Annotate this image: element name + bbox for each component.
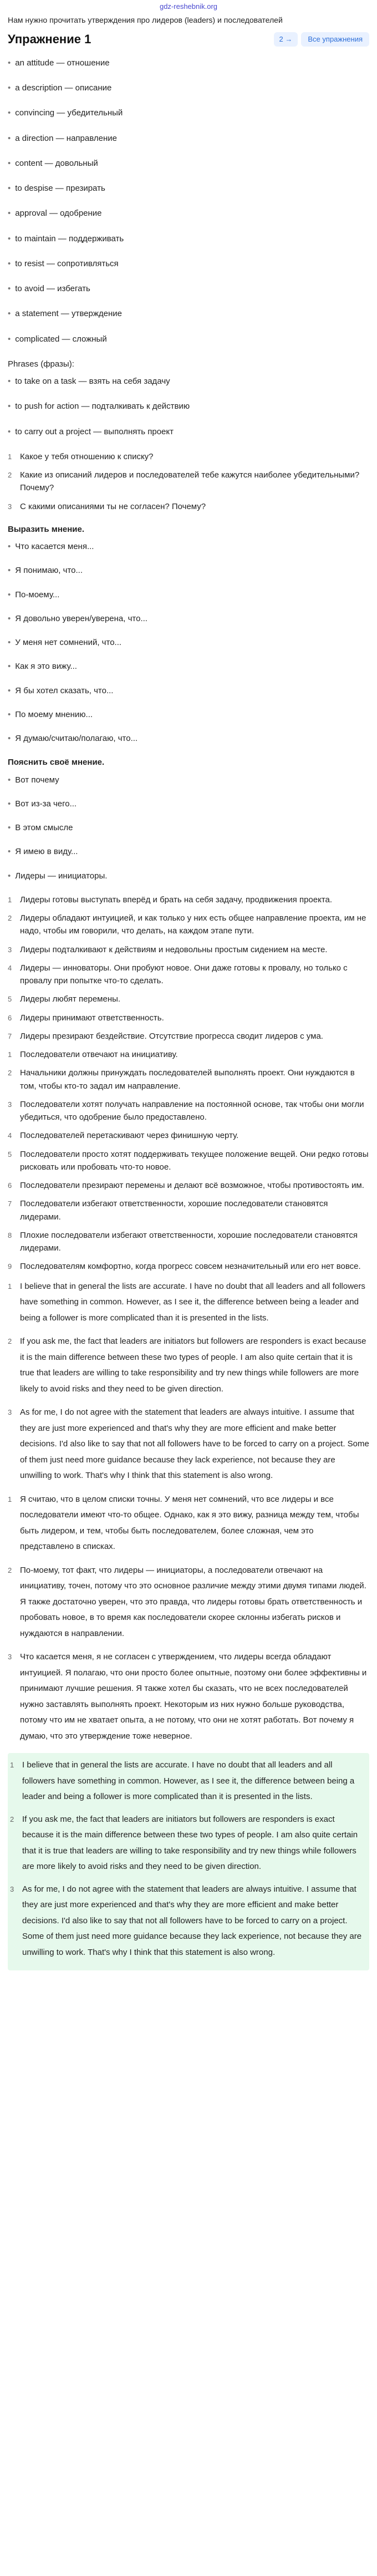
express-phrase: • Я бы хотел сказать, что... bbox=[8, 684, 369, 697]
item-number: 1 bbox=[8, 1050, 12, 1059]
vocab-item: • to resist — сопротивляться bbox=[8, 257, 369, 270]
item-text: Последователей перетаскивают через финишную черту. bbox=[20, 1131, 239, 1141]
explain-phrase: • Вот из-за чего... bbox=[8, 797, 369, 810]
explain-list bbox=[8, 774, 369, 882]
explain-phrase: • Лидеры — инициаторы. bbox=[8, 870, 369, 882]
item-number: 2 bbox=[8, 1337, 12, 1346]
vocab-item: • a statement — утверждение bbox=[8, 307, 369, 320]
answer-ru-item bbox=[8, 1492, 369, 1555]
translation-item bbox=[8, 962, 369, 988]
question-item bbox=[8, 500, 369, 513]
phrases-list bbox=[8, 375, 369, 438]
item-text: If you ask me, the fact that leaders are initiators but followers are responders is exact because it is the main difference between these two types of people. I am also quite certain that it is true that leaders are willing to take responsibility and try new things while followers are more likely to avoid risks and they need to be given direction. bbox=[22, 1814, 358, 1872]
answer-ru-item bbox=[8, 1649, 369, 1744]
vocab-item: • to despise — презирать bbox=[8, 182, 369, 195]
explain-phrase: • Вот почему bbox=[8, 774, 369, 786]
answer-highlight-item bbox=[10, 1757, 365, 1805]
phrase-item: • to carry out a project — выполнять проект bbox=[8, 425, 369, 438]
questions-list bbox=[8, 450, 369, 513]
item-number: 2 bbox=[8, 471, 12, 480]
question-item bbox=[8, 450, 369, 463]
item-number: 3 bbox=[8, 1100, 12, 1109]
answers-en-list bbox=[8, 1279, 369, 1484]
item-text: Что касается меня, я не согласен с утверждением, что лидеры всегда обладают интуицией. Я полагаю, что они просто более опытные, поэтому они более эффективны и принимают лучшие решения. Я также хотел бы сказать, что не всех последователей нужно заставлять выполнять проект. Некоторым из них нужно больше руководства, потому что им не хватает опыта, а не потому, что они не хотят работать. Вот почему я думаю, что это утверждение тоже неверное. bbox=[20, 1652, 367, 1741]
item-number: 1 bbox=[8, 1282, 12, 1290]
item-text: Последователи презирают перемены и делают всё возможное, чтобы противостоять им. bbox=[20, 1181, 364, 1191]
vocab-list bbox=[8, 57, 369, 346]
item-text: Последователи избегают ответственности, хорошие последователи становятся лидерами. bbox=[20, 1199, 328, 1222]
vocab-item: • approval — одобрение bbox=[8, 207, 369, 220]
translation-item bbox=[8, 1148, 369, 1174]
item-number: 2 bbox=[8, 1069, 12, 1078]
item-text: Плохие последователи избегают ответственности, хорошие последователи становятся лидерами. bbox=[20, 1230, 358, 1253]
translation-item bbox=[8, 1030, 369, 1043]
item-number: 3 bbox=[8, 945, 12, 954]
express-phrase: • Я думаю/считаю/полагаю, что... bbox=[8, 732, 369, 745]
item-number: 3 bbox=[8, 1653, 12, 1662]
vocab-item: • convincing — убедительный bbox=[8, 106, 369, 119]
translation-item bbox=[8, 893, 369, 906]
item-number: 1 bbox=[8, 1495, 12, 1503]
translation-item bbox=[8, 1012, 369, 1024]
item-number: 3 bbox=[8, 502, 12, 511]
answer-en-item bbox=[8, 1279, 369, 1327]
answer-ru-item bbox=[8, 1563, 369, 1642]
translation-item bbox=[8, 1066, 369, 1093]
exercise-nav bbox=[274, 32, 369, 47]
item-text: Какое у тебя отношению к списку? bbox=[20, 451, 154, 461]
item-text: С какими описаниями ты не согласен? Почему? bbox=[20, 501, 206, 511]
phrase-item: • to take on a task — взять на себя задачу bbox=[8, 375, 369, 388]
explain-title: Пояснить своё мнение. bbox=[8, 758, 105, 768]
item-number: 1 bbox=[8, 895, 12, 904]
item-number: 2 bbox=[8, 914, 12, 923]
item-text: Начальники должны принуждать последователей выполнять проект. Они нуждаются в том, чтобы кто-то задал им направление. bbox=[20, 1068, 355, 1091]
site-name[interactable]: gdz-reshebnik.org bbox=[159, 2, 218, 11]
highlighted-answers bbox=[8, 1753, 369, 1970]
item-text: Лидеры презирают бездействие. Отсутствие прогресса сводит лидеров с ума. bbox=[20, 1031, 323, 1041]
item-text: Лидеры — инноваторы. Они пробуют новое. Они даже готовы к провалу, но только с провалу при попытке что-то сделать. bbox=[20, 963, 348, 986]
all-exercises-button[interactable]: Все упражнения bbox=[301, 32, 369, 47]
item-number: 6 bbox=[8, 1181, 12, 1190]
item-text: Какие из описаний лидеров и последователей тебе кажутся наиболее убедительными? Почему? bbox=[20, 470, 360, 493]
item-text: As for me, I do not agree with the statement that leaders are always intuitive. I assume that they are just more experienced and that's why they are more efficient and make better decisions. I'd also like to say that not all followers have to be forced to carry on a project. Some of them just need more guidance because they lack experience, not because they are unwilling to work. That's why I think that this statement is also wrong. bbox=[20, 1408, 369, 1481]
item-text: Я считаю, что в целом списки точны. У меня нет сомнений, что все лидеры и все последователи имеют что-то общее. Однако, как я это вижу, разница между тем, чтобы быть лидером, и тем, чтобы быть последователем, более сложная, чем это представлено в списках. bbox=[20, 1494, 359, 1552]
vocab-item: • to avoid — избегать bbox=[8, 282, 369, 295]
exercise-bar bbox=[8, 30, 369, 49]
answer-highlight-item bbox=[10, 1882, 365, 1961]
item-number: 7 bbox=[8, 1200, 12, 1208]
express-phrase: • По-моему... bbox=[8, 588, 369, 601]
item-text: Последователям комфортно, когда прогресс совсем незначительный или его нет вовсе. bbox=[20, 1262, 361, 1272]
item-number: 1 bbox=[8, 452, 12, 461]
vocab-item: • to maintain — поддерживать bbox=[8, 232, 369, 245]
item-text: If you ask me, the fact that leaders are initiators but followers are responders is exact because it is the main difference between these two types of people. I am also quite certain that it is true that leaders are willing to take responsibility and try new things while followers are more likely to avoid risks and they need to be given direction. bbox=[20, 1337, 366, 1394]
item-number: 4 bbox=[8, 963, 12, 972]
item-text: Лидеры любят перемены. bbox=[20, 994, 121, 1004]
translation-item bbox=[8, 943, 369, 956]
item-number: 4 bbox=[8, 1131, 12, 1140]
item-number: 5 bbox=[8, 1150, 12, 1159]
translation-item bbox=[8, 1179, 369, 1192]
intro-text: Нам нужно прочитать утверждения про лидеров (leaders) и последователей bbox=[8, 16, 283, 25]
express-phrase: • По моему мнению... bbox=[8, 708, 369, 721]
answer-en-item bbox=[8, 1334, 369, 1397]
vocab-item: • a direction — направление bbox=[8, 132, 369, 145]
item-text: I believe that in general the lists are accurate. I have no doubt that all leaders and all followers have something in common. However, as I see it, the difference between being a leader and being a follower is more complicated than it is presented in the lists. bbox=[20, 1281, 365, 1323]
item-text: По-моему, тот факт, что лидеры — инициаторы, а последователи отвечают на инициативу, точен, потому что это основное различие между этими двумя типами людей. Я также достаточно уверен, что это правда, что лидеры готовы брать ответственность и пробовать новое, в то время как последователи скорее склонны избегать рисков и нуждаются в направлении. bbox=[20, 1565, 366, 1638]
express-phrase: • Как я это вижу... bbox=[8, 660, 369, 673]
question-item bbox=[8, 469, 369, 495]
item-number: 2 bbox=[8, 1566, 12, 1574]
item-number: 8 bbox=[8, 1231, 12, 1239]
item-text: Лидеры обладают интуицией, и как только у них есть общее направление проекта, им не надо, чтобы им говорили, что делать, на каждом этапе пути. bbox=[20, 913, 366, 936]
translation-item bbox=[8, 1048, 369, 1061]
phrases-title: Phrases (фразы): bbox=[8, 359, 74, 369]
translation-item bbox=[8, 912, 369, 938]
vocab-item: • an attitude — отношение bbox=[8, 57, 369, 69]
translation-item bbox=[8, 1229, 369, 1255]
vocab-item: • complicated — сложный bbox=[8, 333, 369, 346]
express-phrase: • Что касается меня... bbox=[8, 540, 369, 553]
answer-highlight-item bbox=[10, 1812, 365, 1875]
item-number: 1 bbox=[10, 1761, 14, 1770]
item-number: 2 bbox=[10, 1815, 14, 1823]
item-text: Последователи отвечают на инициативу. bbox=[20, 1050, 178, 1060]
express-phrase: • Я довольно уверен/уверена, что... bbox=[8, 612, 369, 625]
next-exercise-button[interactable]: 2 → bbox=[274, 32, 298, 47]
express-title: Выразить мнение. bbox=[8, 524, 85, 534]
express-phrase: • Я понимаю, что... bbox=[8, 564, 369, 577]
translation-item bbox=[8, 1197, 369, 1223]
vocab-item: • a description — описание bbox=[8, 82, 369, 94]
translation-item bbox=[8, 1260, 369, 1273]
translations-list bbox=[8, 893, 369, 1273]
answers-ru-list bbox=[8, 1492, 369, 1745]
item-text: Последователи просто хотят поддерживать текущее положение вещей. Они редко готовы рисковать или пробовать что-то новое. bbox=[20, 1149, 369, 1172]
item-text: Лидеры готовы выступать вперёд и брать на себя задачу, продвижения проекта. bbox=[20, 895, 333, 905]
explain-phrase: • В этом смысле bbox=[8, 821, 369, 834]
exercise-title: Упражнение 1 bbox=[8, 32, 91, 46]
item-text: I believe that in general the lists are accurate. I have no doubt that all leaders and all followers have something in common. However, as I see it, the difference between being a leader and being a follower is more complicated than it is presented in the lists. bbox=[22, 1760, 355, 1802]
explain-phrase: • Я имею в виду... bbox=[8, 845, 369, 858]
item-number: 3 bbox=[10, 1884, 14, 1893]
answer-en-item bbox=[8, 1405, 369, 1484]
express-phrase: • У меня нет сомнений, что... bbox=[8, 636, 369, 649]
translation-item bbox=[8, 993, 369, 1005]
item-number: 5 bbox=[8, 995, 12, 1004]
item-number: 6 bbox=[8, 1013, 12, 1022]
item-number: 7 bbox=[8, 1032, 12, 1040]
phrase-item: • to push for action — подталкивать к действию bbox=[8, 400, 369, 413]
item-text: Лидеры подталкивают к действиям и недовольны простым сидением на месте. bbox=[20, 944, 328, 954]
item-text: As for me, I do not agree with the statement that leaders are always intuitive. I assume that they are just more experienced and that's why they are more efficient and make better decisions. I'd also like to say that not all followers have to be forced to carry on a project. Some of them just need more guidance because they lack experience, not because they are unwilling to work. That's why I think that this statement is also wrong. bbox=[22, 1884, 362, 1957]
translation-item bbox=[8, 1129, 369, 1142]
item-number: 9 bbox=[8, 1262, 12, 1271]
item-text: Лидеры принимают ответственность. bbox=[20, 1013, 164, 1023]
item-text: Последователи хотят получать направление на постоянной основе, так чтобы они могли убедиться, что одобрение было предоставлено. bbox=[20, 1099, 364, 1122]
express-list bbox=[8, 540, 369, 745]
vocab-item: • content — довольный bbox=[8, 157, 369, 170]
item-number: 3 bbox=[8, 1408, 12, 1417]
translation-item bbox=[8, 1098, 369, 1124]
